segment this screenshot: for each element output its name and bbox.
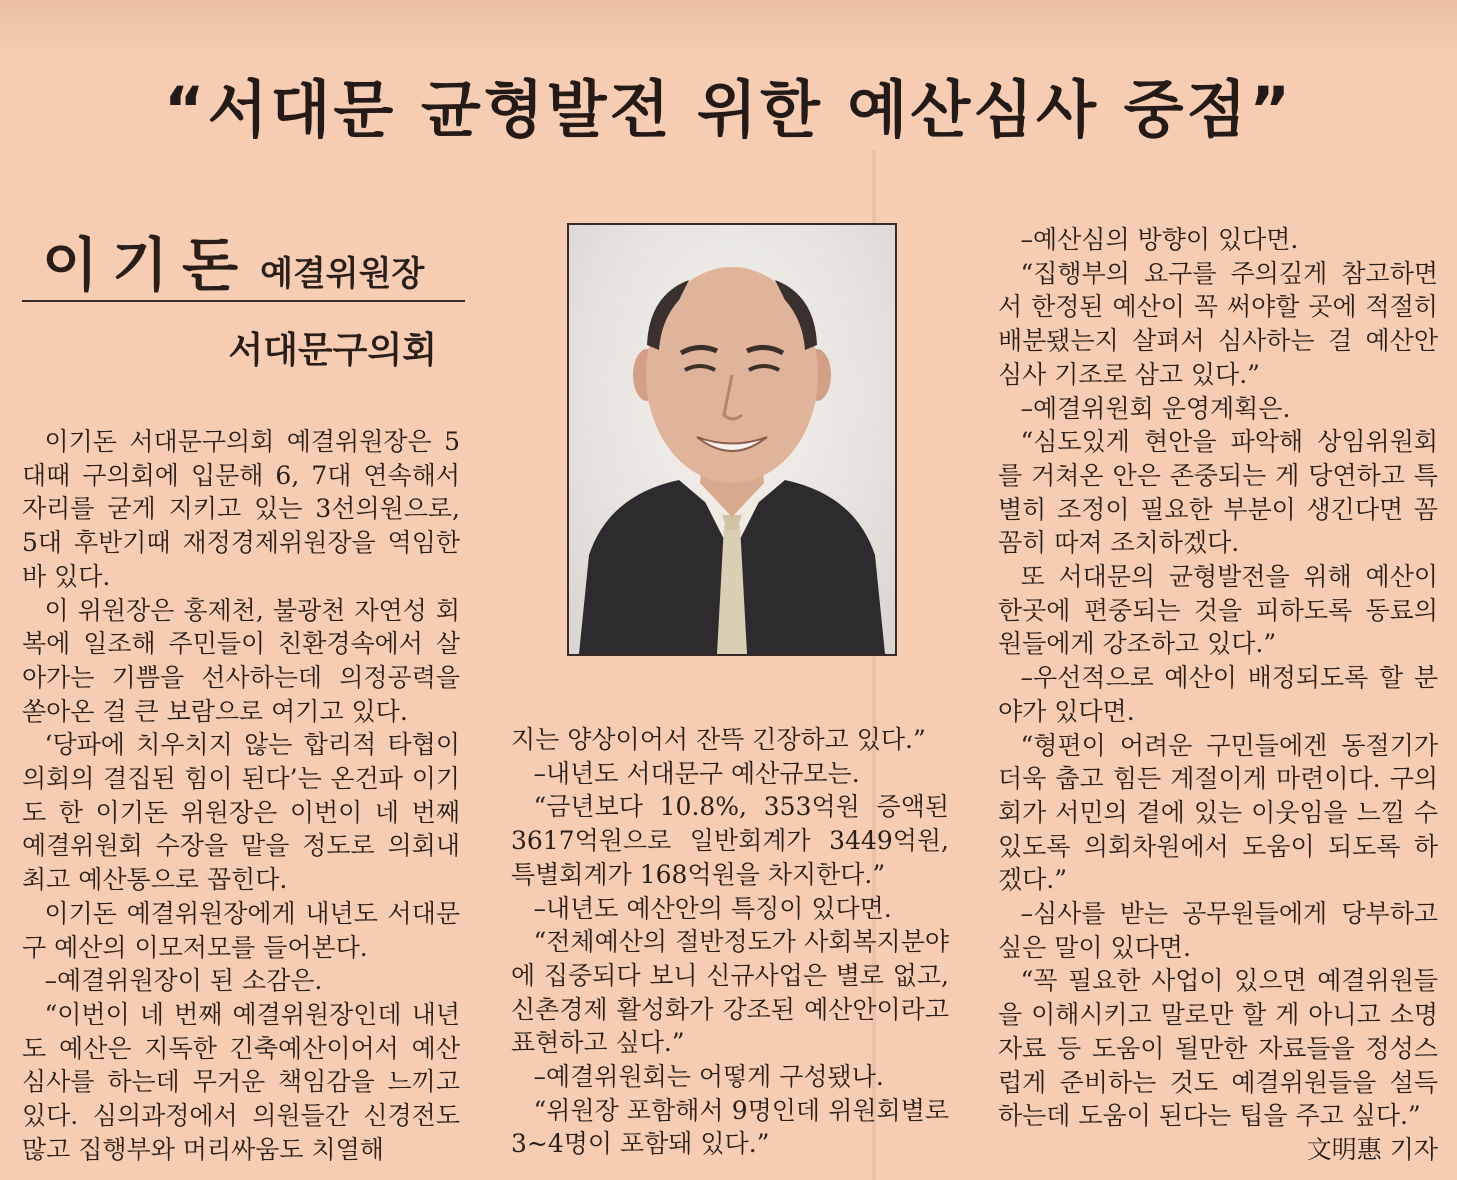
headline: “서대문 균형발전 위한 예산심사 중점” [163, 73, 1294, 146]
question: –예결위원회 운영계획은. [1020, 393, 1291, 423]
answer: “전체예산의 절반정도가 사회복지분야에 집중되다 보니 신규사업은 별로 없고, 신촌경제 활성화가 강조된 예산안이라고 표현하고 싶다.” [511, 927, 949, 1058]
byline: 文明惠 기자 [1306, 1134, 1438, 1164]
column-right [998, 223, 1438, 1167]
answer: “심도있게 현안을 파악해 상임위원회를 거쳐온 안은 존중되는 게 당연하고 특별히 조정이 필요한 부분이 생긴다면 꼼꼼히 따져 조치하겠다. [998, 427, 1438, 558]
answer: 또 서대문의 균형발전을 위해 예산이 한곳에 편중되는 것을 피하도록 동료의원들에게 강조하고 있다.” [998, 562, 1438, 659]
answer: “형편이 어려운 구민들에겐 동절기가 더욱 춥고 힘든 계절이게 마련이다. 구의회가 서민의 곁에 있는 이웃임을 느낄 수 있도록 의회차원에서 도움이 되도록 하겠다.” [998, 730, 1438, 895]
question: –우선적으로 예산이 배정되도록 할 분야가 있다면. [998, 663, 1438, 726]
answer: “꼭 필요한 사업이 있으면 예결위원들을 이해시키고 말로만 할 게 아니고 소명자료 등 도움이 될만한 자료들을 정성스럽게 준비하는 것도 예결위원들을 설득하는데 도움이 된다는 팁을 주고 싶다.” [998, 966, 1438, 1131]
question: –예결위원장이 된 소감은. [44, 966, 323, 996]
column-left [22, 425, 460, 1166]
profile-name: 이기돈 [42, 231, 253, 299]
answer: “집행부의 요구를 주의깊게 참고하면서 한정된 예산이 꼭 써야할 곳에 적절히 배분됐는지 살펴서 심사하는 걸 예산안 심사 기조로 삼고 있다.” [998, 258, 1438, 389]
answer: “금년보다 10.8%, 353억원 증액된 3617억원으로 일반회계가 3449억원, 특별회계가 168억원을 차지한다.” [511, 792, 949, 889]
name-underline [22, 300, 465, 302]
paragraph: 이 위원장은 홍제천, 불광천 자연성 회복에 일조해 주민들이 친환경속에서 살아가는 기쁨을 선사하는데 의정공력을 쏟아온 걸 큰 보람으로 여기고 있다. [22, 595, 460, 726]
question: –예결위원회는 어떻게 구성됐나. [533, 1062, 884, 1092]
portrait-photo [567, 223, 897, 656]
question: –내년도 예산안의 특징이 있다면. [533, 893, 892, 923]
bleed-through-band [0, 0, 1457, 58]
answer: 지는 양상이어서 잔뜩 긴장하고 있다.” [511, 725, 926, 754]
profile-title: 예결위원장 [260, 254, 425, 294]
answer: “위원장 포함해서 9명인데 위원회별로 3~4명이 포함돼 있다.” [511, 1095, 949, 1159]
paragraph: 이기돈 예결위원장에게 내년도 서대문구 예산의 이모저모를 들어본다. [22, 898, 460, 962]
paragraph: 이기돈 서대문구의회 예결위원장은 5대때 구의회에 입문해 6, 7대 연속해서 자리를 굳게 지키고 있는 3선의원으로, 5대 후반기때 재정경제위원장을 역임한 바 있다. [22, 427, 460, 591]
question: –내년도 서대문구 예산규모는. [533, 758, 860, 788]
profile-name-line [42, 218, 425, 299]
question: –심사를 받는 공무원들에게 당부하고 싶은 말이 있다면. [998, 899, 1438, 962]
profile-organization: 서대문구의회 [228, 330, 437, 371]
paragraph: ‘당파에 치우치지 않는 합리적 타협이 의회의 결집된 힘이 된다’는 온건파 이기도 한 이기돈 위원장은 이번이 네 번째 예결위원회 수장을 맡을 정도로 의회내 최고 예산통으로 꼽힌다. [22, 730, 460, 895]
question: –예산심의 방향이 있다면. [1020, 225, 1299, 254]
portrait-illustration [569, 225, 895, 654]
column-middle [511, 723, 949, 1161]
answer: “이번이 네 번째 예결위원장인데 내년도 예산은 지독한 긴축예산이어서 예산심사를 하는데 무거운 책임감을 느끼고 있다. 심의과정에서 의원들간 신경전도 많고 집행부와 머리싸움도 치열해 [22, 999, 460, 1164]
